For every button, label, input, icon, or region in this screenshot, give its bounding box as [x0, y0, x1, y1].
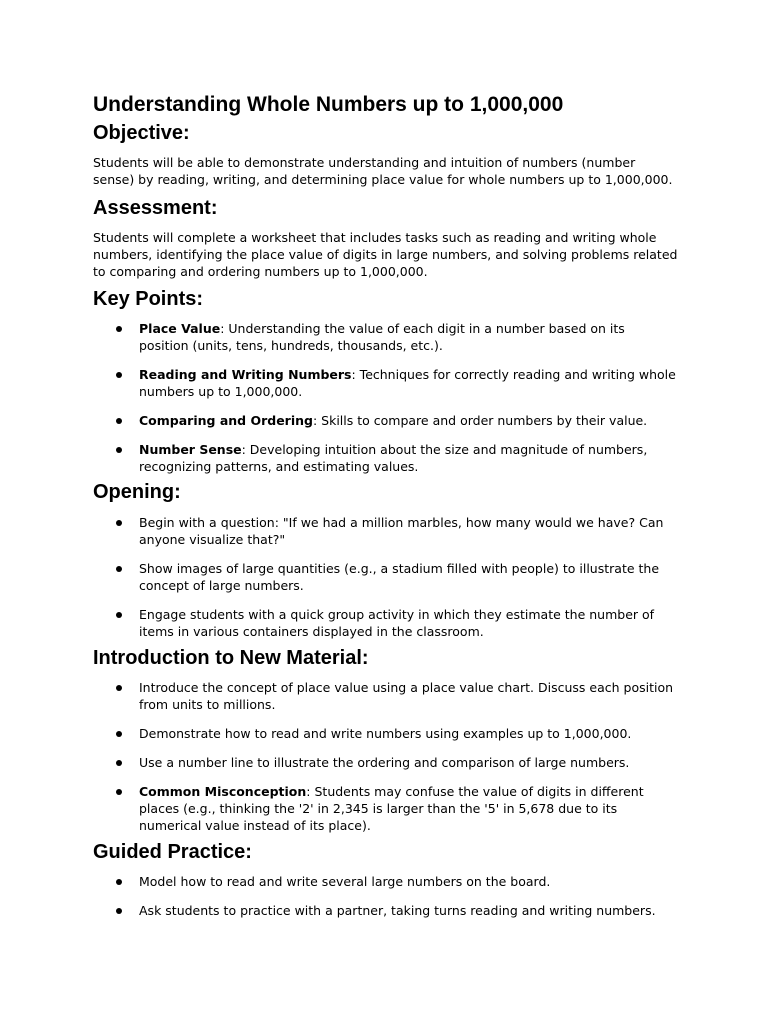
item-term: Place Value: [139, 321, 221, 336]
item-text: : Students may confuse the value of digits in different places (e.g., thinking the '2' in 2,345 is larger than the '5' in 5,678 due to its numerical value instead of its place).: [139, 784, 644, 833]
item-text: : Developing intuition about the size and magnitude of numbers, recognizing patterns, and estimating values.: [139, 442, 648, 474]
list-item: [93, 783, 678, 834]
list-item: [93, 873, 678, 890]
opening-heading: Opening:: [93, 481, 181, 503]
bullet-icon: [116, 760, 122, 766]
item-text: Use a number line to illustrate the ordering and comparison of large numbers.: [139, 755, 630, 770]
item-text: Begin with a question: "If we had a million marbles, how many would we have? Can anyone visualize that?": [139, 515, 664, 547]
item-text: Show images of large quantities (e.g., a stadium filled with people) to illustrate the concept of large numbers.: [139, 561, 660, 593]
item-text: : Techniques for correctly reading and writing whole numbers up to 1,000,000.: [139, 367, 676, 399]
objective-heading: Objective:: [93, 122, 190, 144]
key-points-list: [93, 320, 678, 475]
bullet-icon: [116, 372, 122, 378]
introduction-heading: Introduction to New Material:: [93, 647, 369, 669]
list-item: [93, 679, 678, 713]
item-text: Ask students to practice with a partner, taking turns reading and writing numbers.: [139, 903, 656, 918]
item-text: : Skills to compare and order numbers by their value.: [312, 413, 648, 428]
list-item: [93, 412, 678, 429]
guided-practice-list: [93, 873, 678, 919]
bullet-icon: [116, 612, 122, 618]
bullet-icon: [116, 418, 122, 424]
bullet-icon: [116, 685, 122, 691]
list-item: [93, 441, 678, 475]
bullet-icon: [116, 731, 122, 737]
bullet-icon: [116, 566, 122, 572]
item-text: Demonstrate how to read and write numbers using examples up to 1,000,000.: [139, 726, 632, 741]
opening-list: [93, 514, 678, 640]
list-item: [93, 902, 678, 919]
assessment-heading: Assessment:: [93, 197, 218, 219]
bullet-icon: [116, 879, 122, 885]
item-text: Engage students with a quick group activity in which they estimate the number of items in various containers displayed in the classroom.: [139, 607, 655, 639]
item-term: Common Misconception: [139, 784, 307, 799]
bullet-icon: [116, 789, 122, 795]
item-term: Reading and Writing Numbers: [139, 367, 352, 382]
list-item: [93, 725, 678, 742]
objective-text: Students will be able to demonstrate understanding and intuition of numbers (number sense) by reading, writing, and determining place value for whole numbers up to 1,000,000.: [93, 155, 673, 187]
bullet-icon: [116, 908, 122, 914]
list-item: [93, 320, 678, 354]
list-item: [93, 754, 678, 771]
item-term: Comparing and Ordering: [139, 413, 313, 428]
bullet-icon: [116, 326, 122, 332]
introduction-list: [93, 679, 678, 834]
bullet-icon: [116, 447, 122, 453]
list-item: [93, 560, 678, 594]
item-term: Number Sense: [139, 442, 242, 457]
document-title: Understanding Whole Numbers up to 1,000,000: [93, 93, 564, 116]
guided-practice-heading: Guided Practice:: [93, 841, 252, 863]
list-item: [93, 514, 678, 548]
item-text: Introduce the concept of place value using a place value chart. Discuss each position from units to millions.: [139, 680, 674, 712]
list-item: [93, 606, 678, 640]
item-text: : Understanding the value of each digit in a number based on its position (units, tens, hundreds, thousands, etc.).: [139, 321, 625, 353]
assessment-text: Students will complete a worksheet that includes tasks such as reading and writing whole numbers, identifying the place value of digits in large numbers, and solving problems related to comparing and ordering numbers up to 1,000,000.: [93, 230, 678, 279]
key-points-heading: Key Points:: [93, 288, 204, 310]
item-text: Model how to read and write several large numbers on the board.: [139, 874, 551, 889]
document-page: [93, 92, 678, 919]
bullet-icon: [116, 520, 122, 526]
list-item: [93, 366, 678, 400]
